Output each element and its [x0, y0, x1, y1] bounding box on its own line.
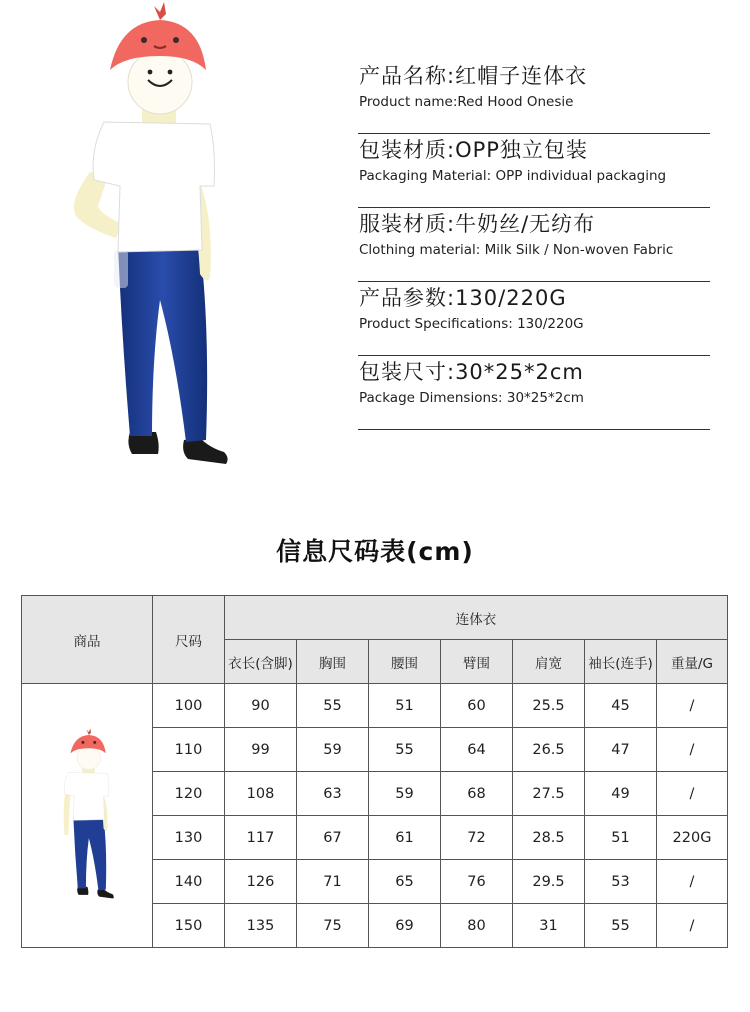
- value-cell: 108: [225, 772, 297, 816]
- hip-patch: [114, 250, 128, 288]
- onesie-thumbnail: [52, 696, 122, 936]
- column-header: 衣长(含脚): [225, 640, 297, 684]
- header-group: 连体衣: [225, 596, 728, 640]
- size-table: [21, 595, 728, 948]
- value-cell: 117: [225, 816, 297, 860]
- value-cell: 126: [225, 860, 297, 904]
- spec-cn: 服装材质:牛奶丝/无纺布: [359, 212, 596, 236]
- value-cell: 47: [585, 728, 657, 772]
- size-cell: 130: [153, 816, 225, 860]
- size-cell: 120: [153, 772, 225, 816]
- value-cell: 51: [369, 684, 441, 728]
- value-cell: 80: [441, 904, 513, 948]
- spec-cn: 产品名称:红帽子连体衣: [359, 64, 588, 88]
- spec-item-packaging: [358, 134, 710, 208]
- size-cell: 110: [153, 728, 225, 772]
- value-cell: 28.5: [513, 816, 585, 860]
- value-cell: 72: [441, 816, 513, 860]
- value-cell: 90: [225, 684, 297, 728]
- product-thumbnail: [22, 684, 153, 948]
- right-eye: [168, 70, 173, 75]
- value-cell: 69: [369, 904, 441, 948]
- value-cell: 76: [441, 860, 513, 904]
- column-header: 胸围: [297, 640, 369, 684]
- value-cell: 29.5: [513, 860, 585, 904]
- value-cell: 26.5: [513, 728, 585, 772]
- value-cell: 71: [297, 860, 369, 904]
- value-cell: /: [657, 728, 728, 772]
- spec-item-dimensions: [358, 356, 710, 430]
- value-cell: 75: [297, 904, 369, 948]
- size-chart-title: 信息尺码表(cm): [276, 537, 474, 566]
- value-cell: /: [657, 684, 728, 728]
- header-size: 尺码: [153, 596, 225, 684]
- value-cell: 49: [585, 772, 657, 816]
- spec-en: Packaging Material: OPP individual packaging: [359, 168, 667, 184]
- value-cell: 61: [369, 816, 441, 860]
- spec-en: Package Dimensions: 30*25*2cm: [359, 390, 584, 406]
- spec-cn: 产品参数:130/220G: [359, 286, 567, 310]
- column-header: 袖长(连手): [585, 640, 657, 684]
- face: [128, 50, 192, 114]
- value-cell: 31: [513, 904, 585, 948]
- value-cell: 220G: [657, 816, 728, 860]
- value-cell: 59: [297, 728, 369, 772]
- size-cell: 150: [153, 904, 225, 948]
- spec-cn: 包装材质:OPP独立包装: [359, 138, 588, 162]
- value-cell: 55: [369, 728, 441, 772]
- value-cell: 55: [297, 684, 369, 728]
- value-cell: /: [657, 904, 728, 948]
- value-cell: 135: [225, 904, 297, 948]
- pants: [118, 245, 207, 442]
- column-header: 臂围: [441, 640, 513, 684]
- spec-item-specifications: [358, 282, 710, 356]
- value-cell: /: [657, 860, 728, 904]
- value-cell: 27.5: [513, 772, 585, 816]
- value-cell: 67: [297, 816, 369, 860]
- value-cell: 55: [585, 904, 657, 948]
- value-cell: 45: [585, 684, 657, 728]
- hat-eye-right: [173, 37, 179, 43]
- hat-eye-left: [141, 37, 147, 43]
- value-cell: 59: [369, 772, 441, 816]
- spec-en: Product Specifications: 130/220G: [359, 316, 584, 332]
- column-header: 肩宽: [513, 640, 585, 684]
- column-header: 腰围: [369, 640, 441, 684]
- spec-item-material: [358, 208, 710, 282]
- value-cell: /: [657, 772, 728, 816]
- right-shoe: [183, 438, 228, 464]
- value-cell: 53: [585, 860, 657, 904]
- size-cell: 140: [153, 860, 225, 904]
- onesie-figure: [60, 0, 250, 480]
- size-cell: 100: [153, 684, 225, 728]
- spec-en: Product name:Red Hood Onesie: [359, 94, 574, 110]
- value-cell: 25.5: [513, 684, 585, 728]
- value-cell: 63: [297, 772, 369, 816]
- value-cell: 51: [585, 816, 657, 860]
- value-cell: 64: [441, 728, 513, 772]
- hat-fin: [154, 2, 166, 20]
- value-cell: 60: [441, 684, 513, 728]
- spec-en: Clothing material: Milk Silk / Non-woven Fabric: [359, 242, 674, 258]
- column-header: 重量/G: [657, 640, 728, 684]
- value-cell: 99: [225, 728, 297, 772]
- table-row: [22, 684, 728, 728]
- value-cell: 68: [441, 772, 513, 816]
- header-product: 商品: [22, 596, 153, 684]
- spec-item-name: [358, 60, 710, 134]
- left-eye: [148, 70, 153, 75]
- product-photo: [60, 0, 250, 480]
- spec-cn: 包装尺寸:30*25*2cm: [359, 360, 584, 384]
- value-cell: 65: [369, 860, 441, 904]
- spec-list: [358, 60, 710, 430]
